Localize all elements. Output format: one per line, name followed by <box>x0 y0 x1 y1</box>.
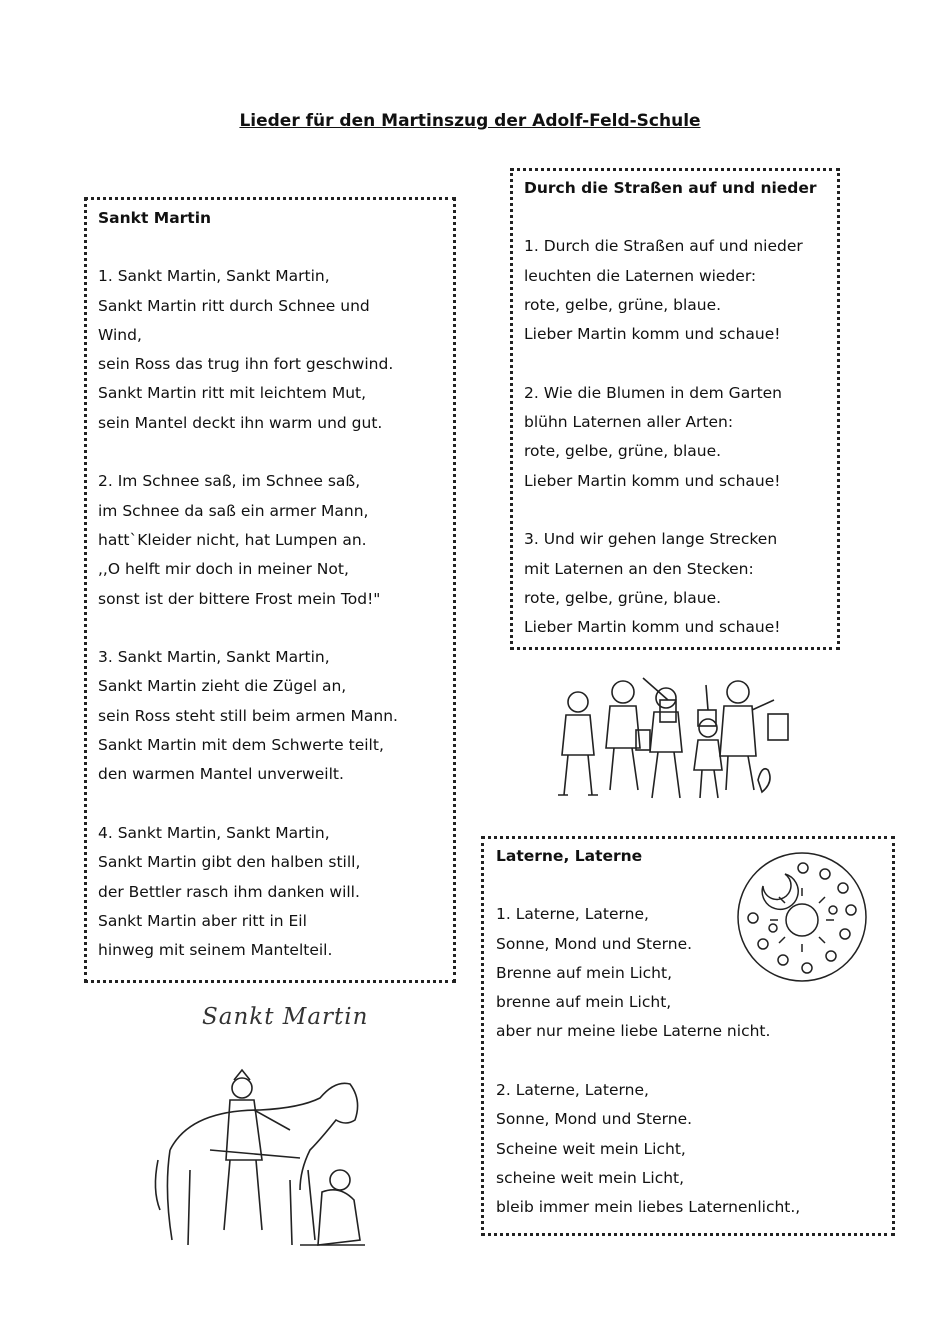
song-heading: Sankt Martin <box>98 209 212 227</box>
song-box-durch-die-strassen <box>510 168 840 650</box>
page-title: Lieder für den Martinszug der Adolf-Feld-Schule <box>239 111 701 131</box>
children-lantern-procession-illustration <box>548 670 798 810</box>
sun-moon-stars-illustration <box>733 848 871 986</box>
song-lyrics: 1. Durch die Straßen auf und nieder leuchten die Laternen wieder: rote, gelbe, grüne, blaue. Lieber Martin komm und schaue! 2. Wie die Blumen in dem Garten blühn Laternen aller Arten: rote, gelbe, grüne, blaue. Lieber Martin komm und schaue! 3. Und wir gehen lange Strecken mit Laternen an den Stecken: rote, gelbe, grüne, blaue. Lieber Martin komm und schaue! <box>524 237 803 637</box>
illustration-script-title: Sankt Martin <box>202 1004 369 1030</box>
song-lyrics: 1. Sankt Martin, Sankt Martin, Sankt Martin ritt durch Schnee und Wind, sein Ross das trug ihn fort geschwind. Sankt Martin ritt mit leichtem Mut, sein Mantel deckt ihn warm und gut. 2. Im Schnee saß, im Schnee saß, im Schnee da saß ein armer Mann, hatt`Kleider nicht, hat Lumpen an. ,,O helft mir doch in meiner Not, sonst ist der bittere Frost mein Tod!" 3. Sankt Martin, Sankt Martin, Sankt Martin zieht die Zügel an, sein Ross steht still beim armen Mann. Sankt Martin mit dem Schwerte teilt, den warmen Mantel unverweilt. 4. Sankt Martin, Sankt Martin, Sankt Martin gibt den halben still, der Bettler rasch ihm danken will. Sankt Martin aber ritt in Eil hinweg mit seinem Mantelteil. <box>98 267 398 960</box>
song-heading: Laterne, Laterne <box>496 847 643 865</box>
song-box-sankt-martin <box>84 197 456 983</box>
song-heading: Durch die Straßen auf und nieder <box>524 179 817 197</box>
song-lyrics: 1. Laterne, Laterne, Sonne, Mond und Sterne. Brenne auf mein Licht, brenne auf mein Licht, aber nur meine liebe Laterne nicht. 2. Laterne, Laterne, Sonne, Mond und Sterne. Scheine weit mein Licht, scheine weit mein Licht, bleib immer mein liebes Laternenlicht., <box>496 905 801 1217</box>
sankt-martin-illustration <box>150 1000 370 1262</box>
